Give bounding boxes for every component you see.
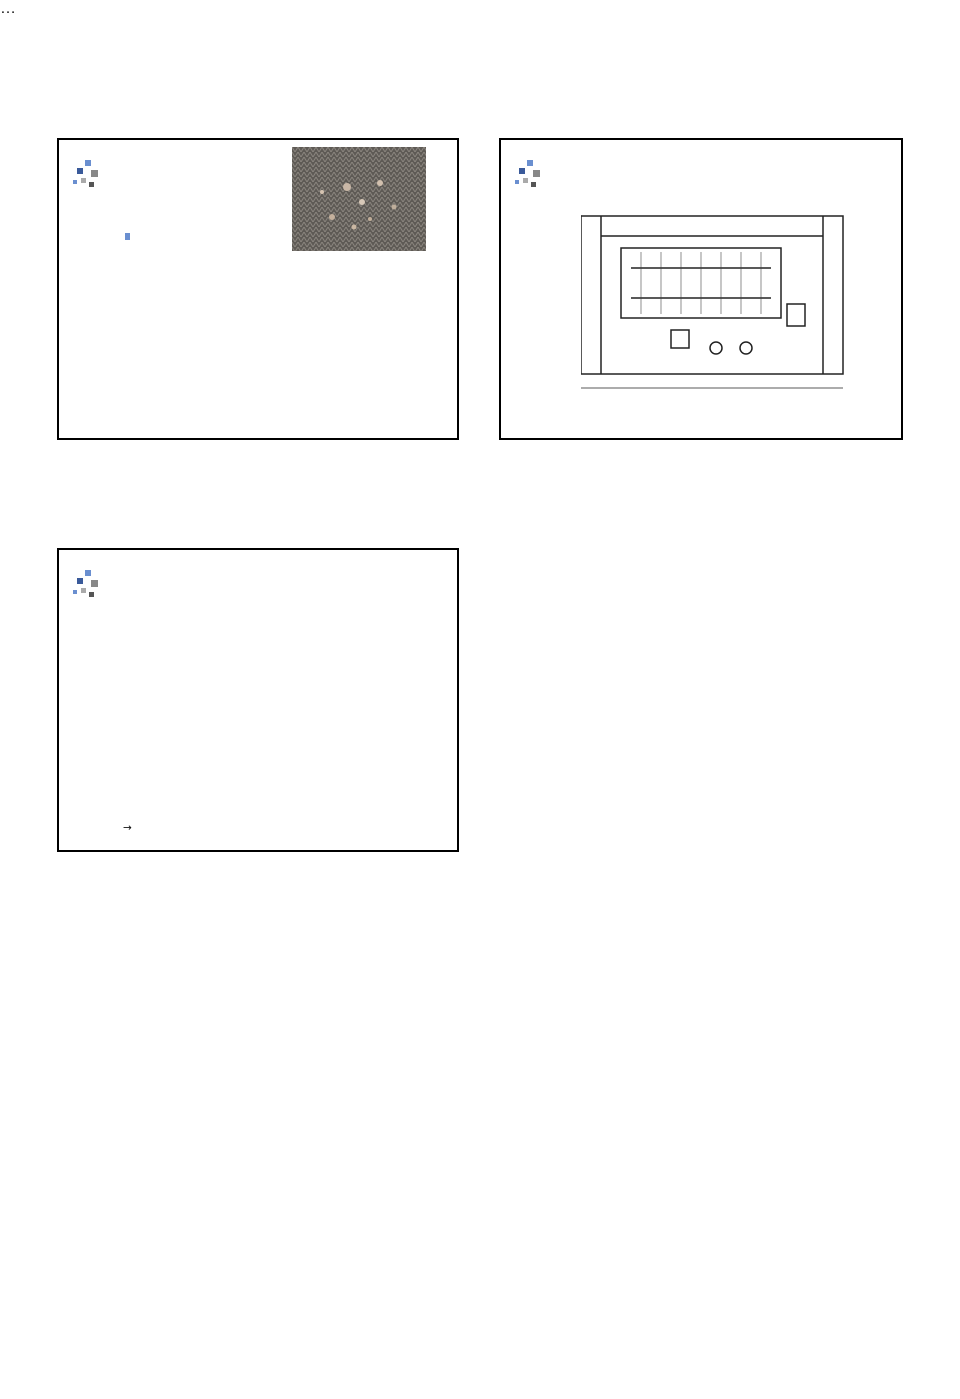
university-logo-icon [71,158,105,192]
slide-vaatetain-historia [57,138,459,440]
summary-line [123,822,132,834]
bullet-list [125,230,275,232]
sauna-floor-plan [581,208,851,404]
arrow-icon: → [123,822,132,834]
university-logo-icon [513,158,547,192]
slide-vaatetait-1943 [57,548,459,852]
louse-photo [292,147,426,251]
deaths-line-chart [292,280,442,402]
slide-taisauna [499,138,903,440]
university-logo-icon [71,568,105,602]
